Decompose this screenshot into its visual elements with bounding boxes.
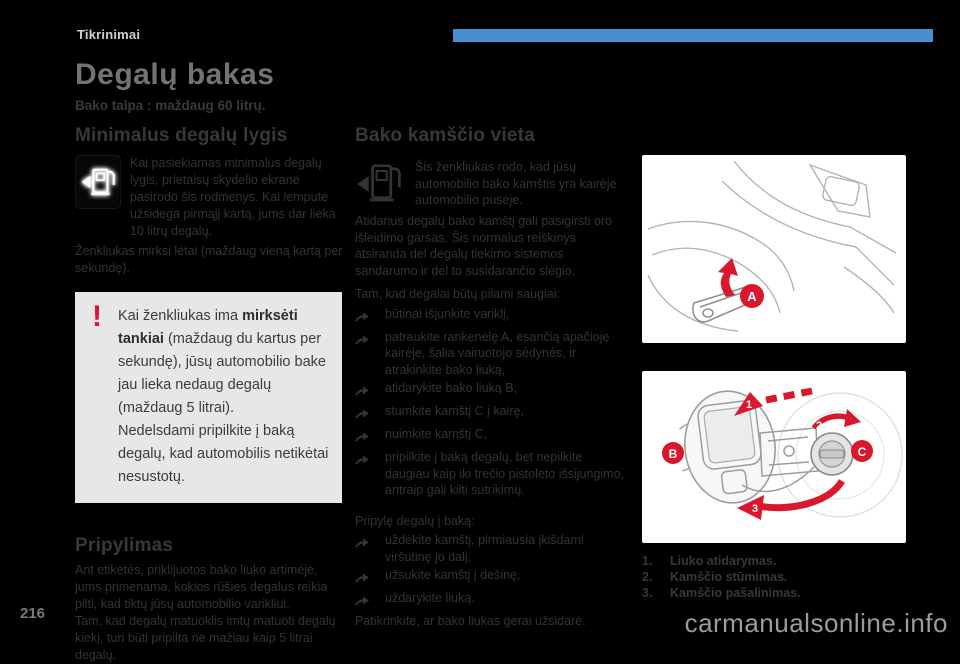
warning-exclamation-icon: ! xyxy=(92,300,102,333)
list-item: užsukite kamštį į dešinę, xyxy=(355,567,629,588)
page-title: Degalų bakas xyxy=(75,58,275,91)
figure-label-b: B xyxy=(668,447,678,461)
figure-legend xyxy=(642,554,906,601)
cap-location-row xyxy=(355,159,629,209)
figure-step-1: 1 xyxy=(745,399,753,411)
min-fuel-paragraph: Kai pasiekiamas minimalus degalų lygis, prietaisų skydelio ekrane pasirodo šis rodmenys. Kai lemputė užsidega pirmąjį kartą, jums dar lieka 10 litrų degalų. xyxy=(130,156,336,238)
safe-refuelling-list-title: Tam, kad degalai būtų pilami saugiai: xyxy=(355,287,560,301)
figure-fuel-cap-removal xyxy=(642,371,906,543)
warning-text: Kai ženkliukas ima mirksėti tankiai (maždaug du kartus per sekundę), jūsų automobilio bake jau lieka nedaug degalų (maždaug 5 litrai). xyxy=(118,308,326,416)
refuel-paragraph-1: Ant etiketės, priklijuotos bako liuko artimėje, jums primenama, kokios rūšies degalus reikia pilti, kad tiktų jūsų automobilio varikliui. xyxy=(75,563,328,611)
arrow-bullet-icon xyxy=(355,449,385,499)
list-item: uždėkite kamštį, pirmiausia įkišdami viršutinę jo dalį, xyxy=(355,532,629,565)
figure-step-2: 2 xyxy=(815,420,823,432)
arrow-bullet-icon xyxy=(355,532,385,565)
list-item: uždarykite liuką. xyxy=(355,590,629,611)
arrow-bullet-icon xyxy=(355,403,385,424)
cap-location-intro: Šis ženkliukas rodo, kad jūsų automobilio bako kamštis yra kairėje automobilio pusėje. xyxy=(415,160,617,207)
cap-pressure-paragraph: Atidarius degalų bako kamštį gali pasigirsti oro išleidimo garsas. Šis normalus reiškinys atsiranda dėl degalų tiekimo sistemos sandarumo ir dėl to susidarančio slėgio. xyxy=(355,214,613,278)
legend-item: 1. Liuko atidarymas. xyxy=(642,554,777,568)
after-refuelling-steps xyxy=(355,532,629,611)
list-item: pripilkite į baką degalų, bet nepilkite daugiau kaip iki trečio pistoleto išsijungimo, antraip gali kilti sutrikimų. xyxy=(355,449,629,499)
legend-item: 2. Kamščio stūmimas. xyxy=(642,570,788,584)
legend-item: 3. Kamščio pašalinimas. xyxy=(642,586,801,600)
header-accent-bar xyxy=(453,29,933,42)
check-closed-note: Patikrinkite, ar bako liukas gerai užsidarė. xyxy=(355,614,586,628)
section-heading-refuelling: Pripylimas xyxy=(75,535,174,556)
page-subtitle: Bako talpa : maždaug 60 litrų. xyxy=(75,98,266,113)
figure-label-c: C xyxy=(857,445,867,459)
fuel-filler-side-icon xyxy=(355,159,405,209)
list-item: stumkite kamštį C į kairę, xyxy=(355,403,629,424)
chapter-header: Tikrinimai xyxy=(77,27,141,42)
page-number: 216 xyxy=(20,605,46,622)
arrow-bullet-icon xyxy=(355,329,385,379)
list-item: patraukite rankenėlę A, esančią apačioje kairėje, šalia vairuotojo sėdynės, ir atrakinkite bako liuką, xyxy=(355,329,629,379)
list-item: nuimkite kamštį C, xyxy=(355,426,629,447)
low-fuel-warning-icon xyxy=(75,155,121,209)
refuel-paragraph-2: Tam, kad degalų matuoklis imtų matuoti degalų kiekį, turi būti pripilta ne mažiau kaip 5 litrai degalų. xyxy=(75,614,336,662)
figure-step-3: 3 xyxy=(751,503,759,515)
list-item: atidarykite bako liuką B, xyxy=(355,380,629,401)
section-heading-min-fuel: Minimalus degalų lygis xyxy=(75,125,288,146)
arrow-bullet-icon xyxy=(355,306,385,327)
column-figures xyxy=(642,155,906,602)
watermark: carmanualsonline.info xyxy=(684,608,948,638)
safe-refuelling-steps xyxy=(355,306,629,499)
arrow-bullet-icon xyxy=(355,590,385,611)
figure-flap-release-lever xyxy=(642,155,906,343)
min-fuel-row xyxy=(75,155,346,240)
list-item: būtinai išjunkite variklį, xyxy=(355,306,629,327)
min-fuel-blink-note: Ženkliukas mirksi lėtai (maždaug vieną kartą per sekundę). xyxy=(75,244,343,275)
section-heading-cap-location: Bako kamščio vieta xyxy=(355,125,535,146)
arrow-bullet-icon xyxy=(355,380,385,401)
figure-label-a: A xyxy=(747,289,757,304)
column-fuel-cap xyxy=(355,126,629,630)
warning-bold: mirksėti tankiai xyxy=(118,308,298,347)
red-arrow-2 xyxy=(814,409,861,432)
arrow-bullet-icon xyxy=(355,426,385,447)
after-refuelling-list-title: Pripylę degalų į baką: xyxy=(355,513,475,528)
warning-box xyxy=(75,292,342,503)
warning-text-2: Nedelsdami pripilkite į baką degalų, kad automobilis netikėtai nesustotų. xyxy=(118,423,329,485)
arrow-bullet-icon xyxy=(355,567,385,588)
column-minimum-fuel xyxy=(75,126,346,664)
